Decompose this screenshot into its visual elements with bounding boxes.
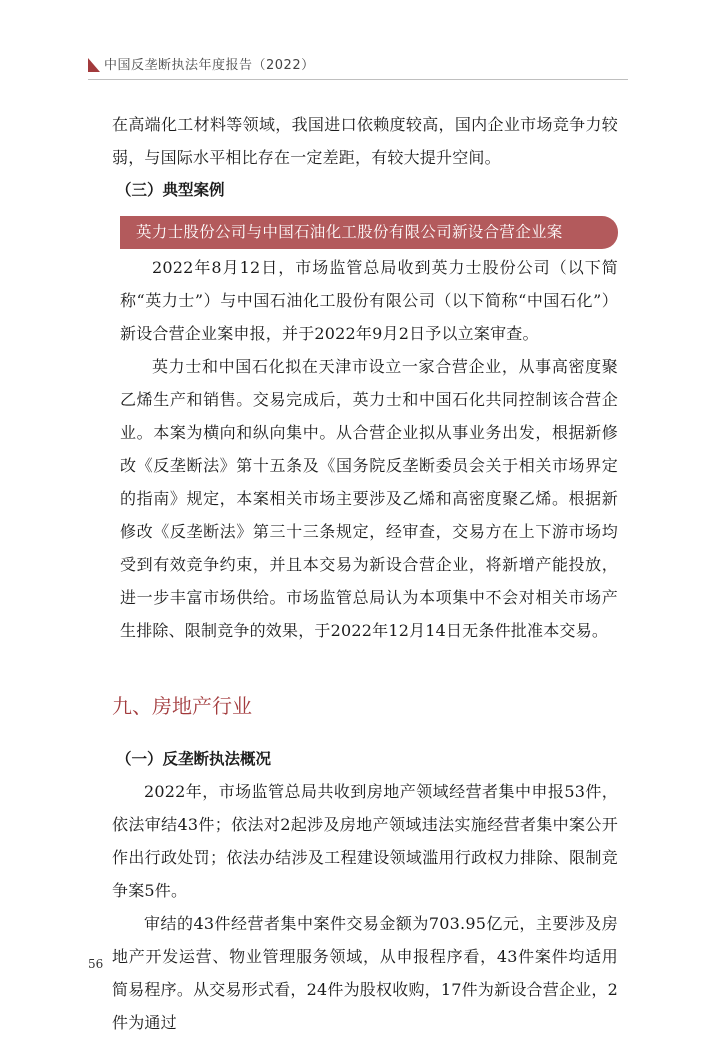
case-body xyxy=(112,251,618,647)
intro-paragraph: 在高端化工材料等领域，我国进口依赖度较高，国内企业市场竞争力较弱，与国际水平相比存在一定差距，有较大提升空间。 xyxy=(112,115,618,167)
case-title-banner: 英力士股份公司与中国石油化工股份有限公司新设合营企业案 xyxy=(120,216,618,249)
section-paragraph: 2022年，市场监管总局共收到房地产领域经营者集中申报53件，依法审结43件；依法对2起涉及房地产领域违法实施经营者集中案公开作出行政处罚；依法办结涉及工程建设领域滥用行政权力排除、限制竞争案5件。 xyxy=(112,782,618,900)
case-paragraph: 英力士和中国石化拟在天津市设立一家合营企业，从事高密度聚乙烯生产和销售。交易完成后，英力士和中国石化共同控制该合营企业。本案为横向和纵向集中。从合营企业拟从事业务出发，根据新修改《反垄断法》第十五条及《国务院反垄断委员会关于相关市场界定的指南》规定，本案相关市场主要涉及乙烯和高密度聚乙烯。根据新修改《反垄断法》第三十三条规定，经审查，交易方在上下游市场均受到有效竞争约束，并且本交易为新设合营企业，将新增产能投放，进一步丰富市场供给。市场监管总局认为本项集中不会对相关市场产生排除、限制竞争的效果，于2022年12月14日无条件批准本交易。 xyxy=(120,357,618,640)
typical-cases-heading: （三）典型案例 xyxy=(116,181,225,199)
page-number: 56 xyxy=(88,957,104,971)
case-paragraph: 2022年8月12日，市场监管总局收到英力士股份公司（以下简称“英力士”）与中国石油化工股份有限公司（以下简称“中国石化”）新设合营企业案申报，并于2022年9月2日予以立案审查。 xyxy=(120,258,618,343)
header-divider xyxy=(88,79,628,80)
page-content xyxy=(112,108,618,1039)
overview-heading: （一）反垄断执法概况 xyxy=(116,750,272,768)
section-paragraph: 审结的43件经营者集中案件交易金额为703.95亿元，主要涉及房地产开发运营、物业管理服务领域，从申报程序看，43件案件均适用简易程序。从交易形式看，24件为股权收购，17件为新设合营企业，2件为通过 xyxy=(112,914,618,1032)
section-title: 九、房地产行业 xyxy=(112,694,252,718)
running-header: 中国反垄断执法年度报告（2022） xyxy=(104,58,315,73)
header-marker xyxy=(88,58,100,72)
